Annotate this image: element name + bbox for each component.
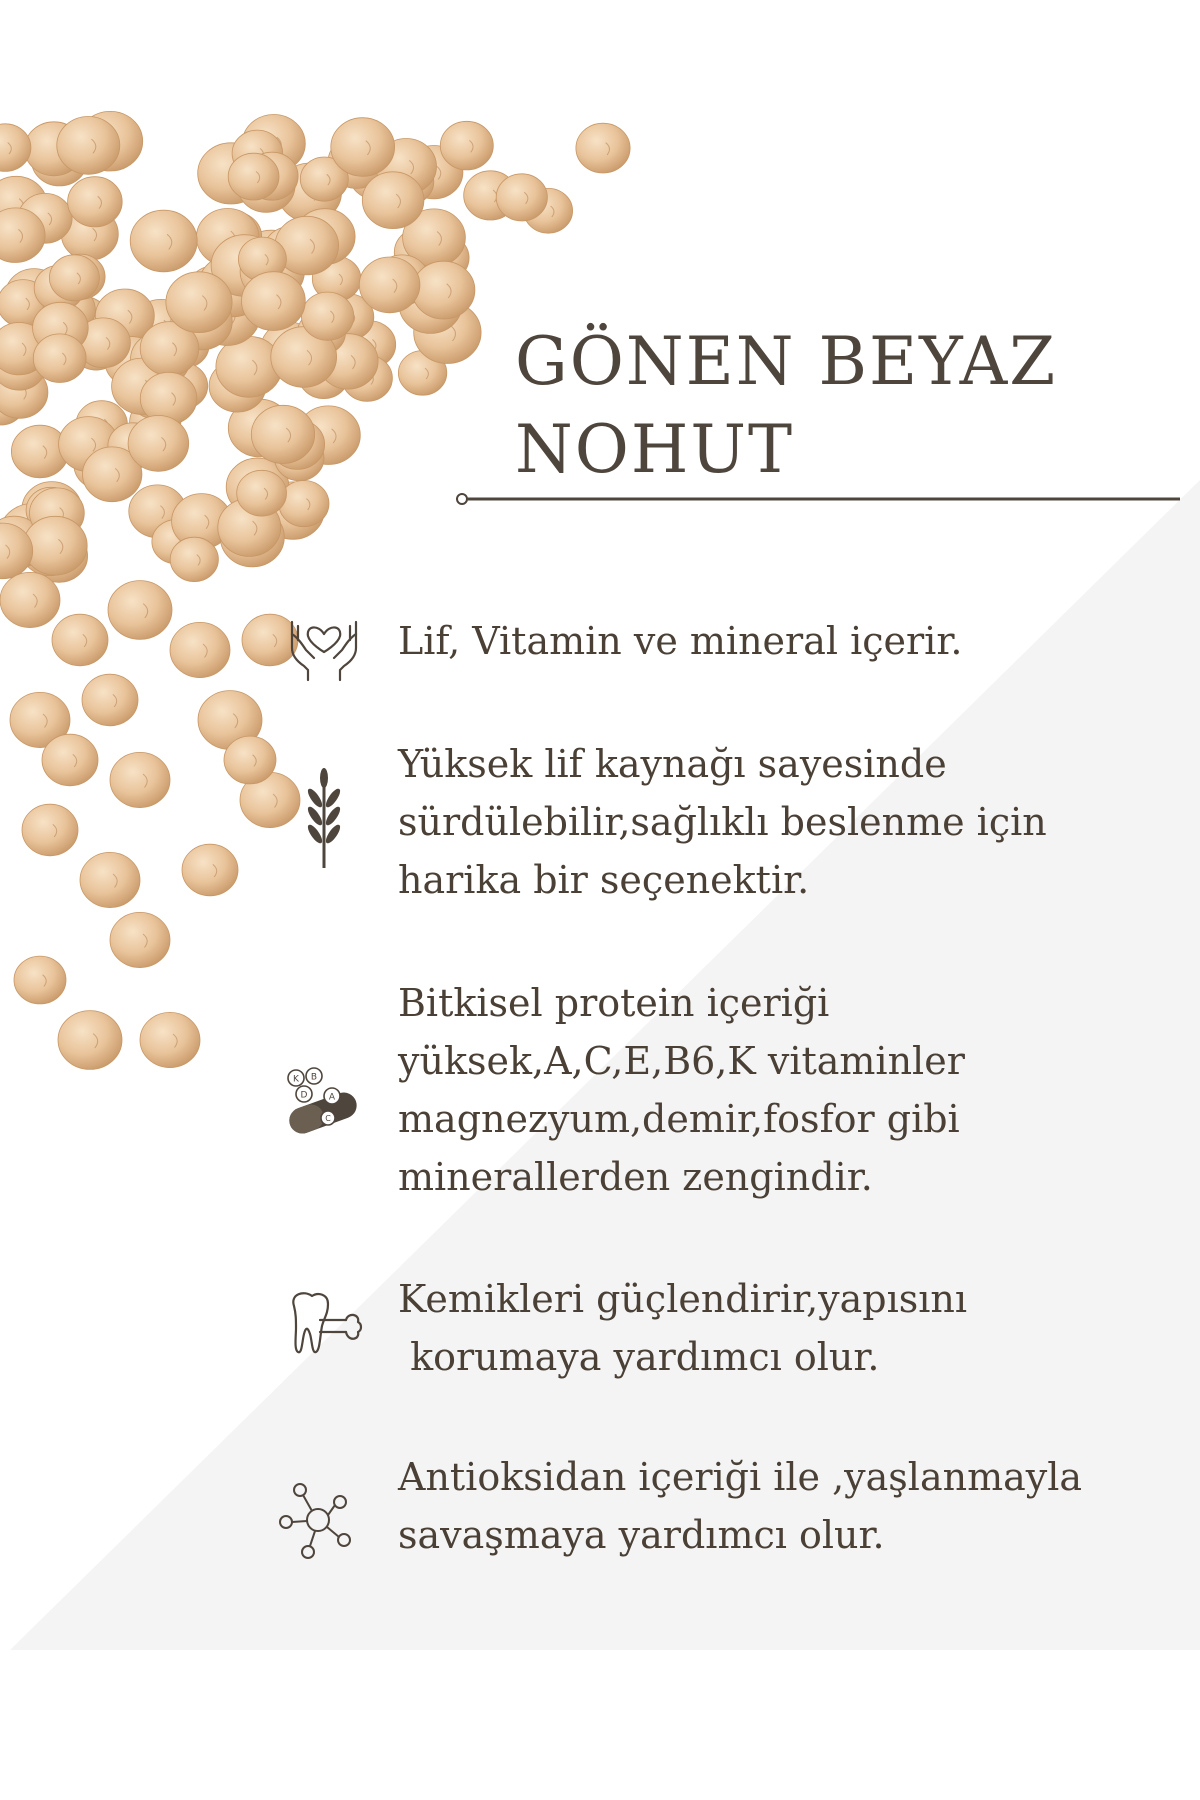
chickpea bbox=[576, 123, 630, 173]
chickpea bbox=[301, 292, 353, 340]
chickpea bbox=[496, 174, 547, 221]
chickpea bbox=[68, 177, 123, 227]
chickpea bbox=[228, 153, 279, 200]
pill-letter: B bbox=[310, 1072, 318, 1083]
chickpea bbox=[0, 572, 60, 627]
feature-line: Antioksidan içeriği ile ,yaşlanmayla bbox=[398, 1455, 1083, 1499]
chickpea bbox=[170, 622, 230, 677]
page-title bbox=[515, 318, 1175, 494]
feature-line: Yüksek lif kaynağı sayesinde bbox=[398, 742, 947, 786]
chickpea bbox=[23, 516, 87, 575]
pill-letter: C bbox=[325, 1114, 331, 1123]
chickpea bbox=[170, 537, 218, 581]
chickpea bbox=[128, 416, 189, 472]
feature-line: korumaya yardımcı olur. bbox=[398, 1335, 880, 1379]
feature-3-text bbox=[398, 974, 1178, 1206]
pill-letter: D bbox=[300, 1090, 308, 1101]
chickpea bbox=[440, 121, 493, 170]
chickpea bbox=[237, 470, 287, 516]
title-line-2: NOHUT bbox=[515, 411, 795, 488]
chickpea bbox=[182, 844, 238, 896]
chickpea bbox=[33, 334, 86, 383]
wheat-icon bbox=[284, 768, 364, 868]
heart-hands-icon bbox=[284, 604, 364, 684]
feature-5-text bbox=[398, 1448, 1178, 1564]
feature-line: magnezyum,demir,fosfor gibi bbox=[398, 1097, 960, 1141]
vitamin-pill-icon bbox=[282, 1066, 362, 1146]
feature-1-text bbox=[398, 612, 1178, 670]
molecule-icon bbox=[278, 1480, 358, 1560]
chickpea bbox=[331, 118, 395, 177]
pill-letter: K bbox=[293, 1074, 299, 1085]
chickpea bbox=[359, 257, 420, 313]
title-line-1: GÖNEN BEYAZ bbox=[515, 323, 1058, 400]
chickpea bbox=[224, 736, 276, 784]
chickpea bbox=[108, 581, 172, 640]
chickpea bbox=[166, 272, 232, 333]
chickpea bbox=[58, 1011, 122, 1070]
feature-line: Lif, Vitamin ve mineral içerir. bbox=[398, 619, 963, 663]
chickpea bbox=[22, 804, 78, 856]
feature-2-text bbox=[398, 735, 1178, 909]
chickpea bbox=[279, 481, 329, 527]
chickpea bbox=[52, 614, 108, 666]
title-underline bbox=[455, 492, 1180, 506]
feature-line: harika bir seçenektir. bbox=[398, 858, 810, 902]
tooth-bone-icon bbox=[284, 1286, 364, 1366]
chickpea bbox=[362, 172, 424, 229]
chickpea bbox=[14, 956, 66, 1004]
feature-line: Bitkisel protein içeriği bbox=[398, 981, 830, 1025]
chickpea bbox=[130, 210, 197, 272]
chickpea bbox=[42, 734, 98, 786]
chickpea bbox=[110, 752, 170, 807]
chickpea bbox=[49, 255, 99, 301]
chickpea bbox=[57, 116, 120, 174]
chickpea bbox=[110, 912, 170, 967]
chickpea bbox=[242, 272, 306, 331]
feature-line: yüksek,A,C,E,B6,K vitaminler bbox=[398, 1039, 965, 1083]
chickpea bbox=[80, 852, 140, 907]
feature-4-text bbox=[398, 1270, 1178, 1386]
feature-line: minerallerden zengindir. bbox=[398, 1155, 873, 1199]
chickpea bbox=[140, 1012, 200, 1067]
chickpea bbox=[82, 674, 138, 726]
feature-line: sürdülebilir,sağlıklı beslenme için bbox=[398, 800, 1047, 844]
feature-line: savaşmaya yardımcı olur. bbox=[398, 1513, 885, 1557]
pill-letter: A bbox=[328, 1092, 336, 1103]
chickpea bbox=[412, 261, 475, 319]
chickpea bbox=[251, 405, 314, 463]
feature-line: Kemikleri güçlendirir,yapısını bbox=[398, 1277, 968, 1321]
